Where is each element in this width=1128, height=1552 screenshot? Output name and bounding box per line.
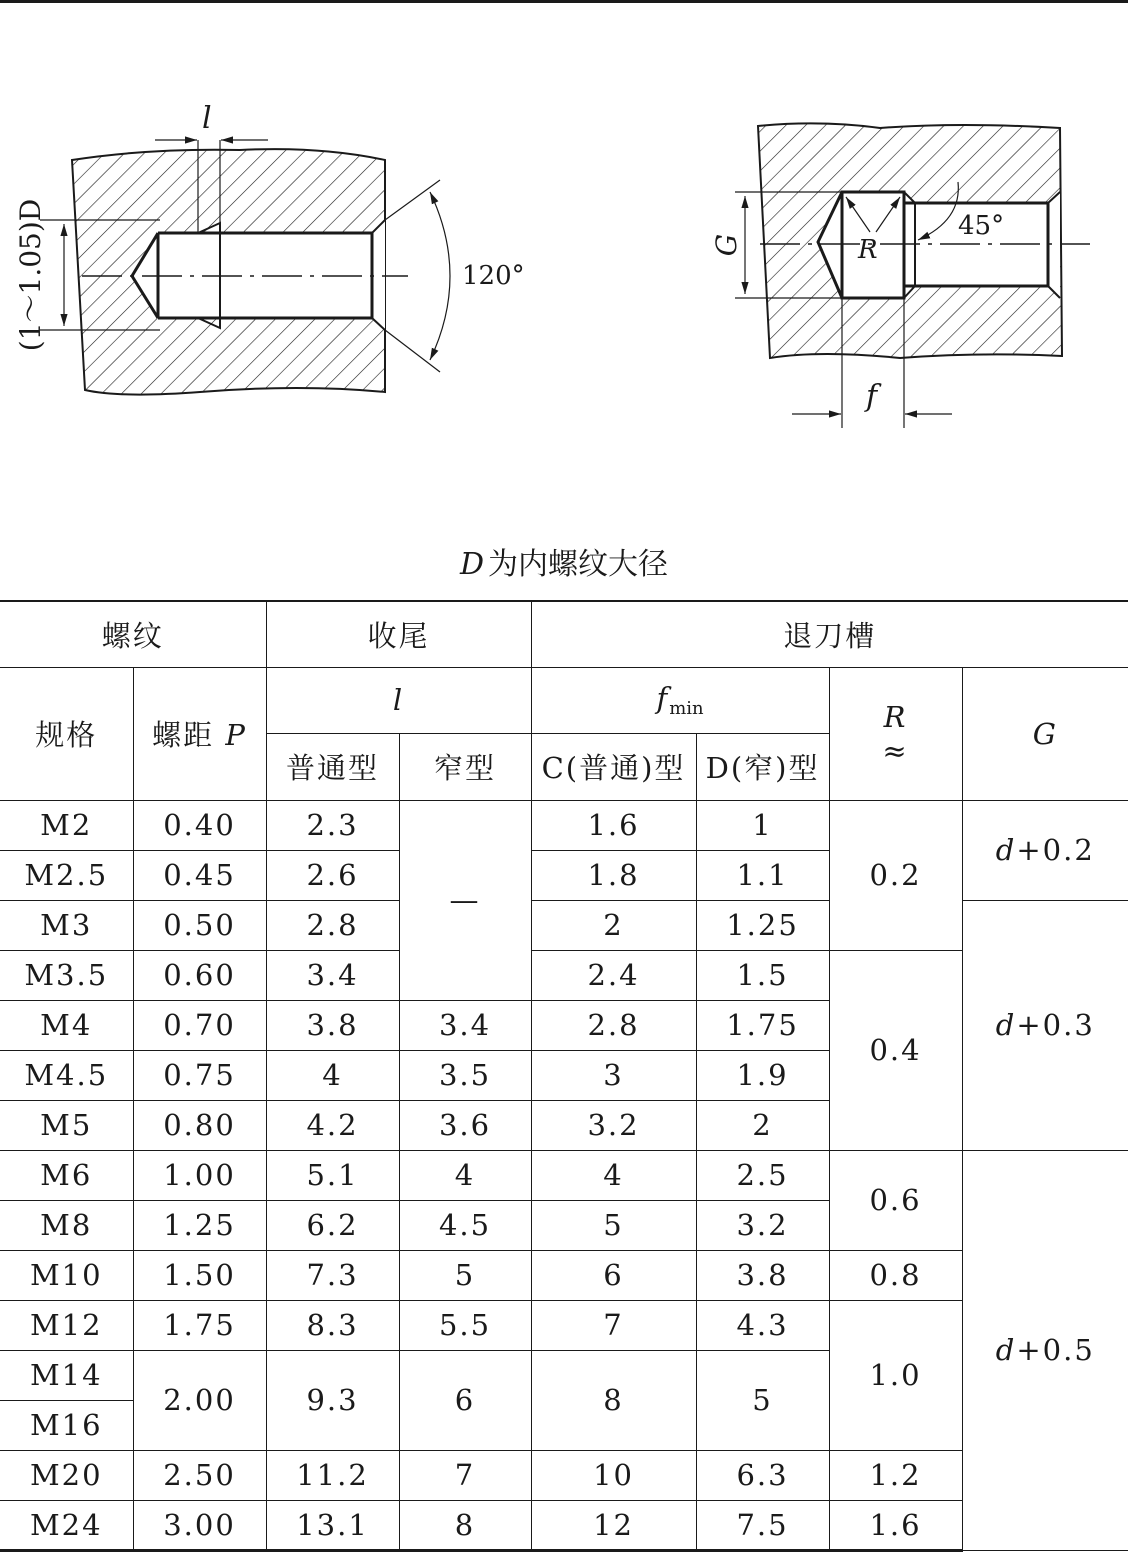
cell-f-d: 5 (696, 1350, 829, 1450)
cell-f-c: 10 (531, 1450, 696, 1500)
cell-pitch: 0.70 (133, 1000, 266, 1050)
angle-120-label: 120° (462, 261, 525, 291)
cell-f-d: 1.5 (696, 950, 829, 1000)
table-row (0, 950, 1128, 1000)
cell-l-narrow-dash: — (399, 800, 531, 1000)
cell-l-normal: 2.6 (266, 850, 399, 900)
header-f-sub: min (669, 698, 704, 719)
header-spec: 规格 (0, 667, 133, 800)
cell-f-c: 2.4 (531, 950, 696, 1000)
cell-pitch: 0.80 (133, 1100, 266, 1150)
header-narrow: 窄型 (399, 733, 531, 800)
cell-spec: M14 (0, 1350, 133, 1400)
cell-f-c: 5 (531, 1200, 696, 1250)
cell-l-narrow: 3.5 (399, 1050, 531, 1100)
cell-f-d: 1.75 (696, 1000, 829, 1050)
cell-f-c: 7 (531, 1300, 696, 1350)
cell-spec: M4 (0, 1000, 133, 1050)
cell-l-normal: 2.3 (266, 800, 399, 850)
header-fmin (531, 667, 829, 733)
cell-l-narrow: 3.6 (399, 1100, 531, 1150)
cell-spec: M2 (0, 800, 133, 850)
header-tail: 收尾 (266, 601, 531, 667)
caption-text: 为内螺纹大径 (488, 547, 669, 582)
cell-g-rest: +0.3 (1016, 1008, 1095, 1042)
cell-f-c: 3 (531, 1050, 696, 1100)
cell-pitch: 0.75 (133, 1050, 266, 1100)
cell-l-narrow: 5 (399, 1250, 531, 1300)
cell-g (962, 800, 1128, 900)
table-row (0, 1150, 1128, 1200)
cell-l-normal: 2.8 (266, 900, 399, 950)
cell-f-d: 4.3 (696, 1300, 829, 1350)
cell-l-normal: 3.8 (266, 1000, 399, 1050)
header-thread: 螺纹 (0, 601, 266, 667)
header-d-type: D(窄)型 (696, 733, 829, 800)
cell-f-d: 1.25 (696, 900, 829, 950)
cell-spec: M12 (0, 1300, 133, 1350)
angle-45-label: 45° (958, 211, 1005, 241)
cell-r: 1.0 (829, 1300, 962, 1450)
cell-pitch: 0.40 (133, 800, 266, 850)
header-r (829, 667, 962, 800)
header-pitch (133, 667, 266, 800)
header-pitch-var: P (225, 718, 247, 752)
cell-l-narrow: 3.4 (399, 1000, 531, 1050)
cell-f-d: 1 (696, 800, 829, 850)
dim-g-label: G (710, 233, 743, 257)
cell-r: 1.2 (829, 1450, 962, 1500)
header-normal: 普通型 (266, 733, 399, 800)
cell-g-var: d (995, 1008, 1017, 1042)
header-c-type: C(普通)型 (531, 733, 696, 800)
cell-r: 0.4 (829, 950, 962, 1150)
table-row (0, 800, 1128, 850)
header-row-2 (0, 667, 1128, 733)
cell-l-narrow: 7 (399, 1450, 531, 1500)
cell-spec: M20 (0, 1450, 133, 1500)
header-r-approx: ≈ (882, 733, 909, 768)
right-section (710, 123, 1090, 428)
cell-l-normal: 5.1 (266, 1150, 399, 1200)
cell-pitch: 0.60 (133, 950, 266, 1000)
cell-pitch: 0.45 (133, 850, 266, 900)
cell-l-normal: 7.3 (266, 1250, 399, 1300)
cell-pitch: 3.00 (133, 1500, 266, 1550)
cell-l-normal: 9.3 (266, 1350, 399, 1450)
table-row (0, 1250, 1128, 1300)
cell-pitch: 1.50 (133, 1250, 266, 1300)
header-l: l (266, 667, 531, 733)
cell-f-d: 1.1 (696, 850, 829, 900)
header-pitch-text: 螺距 (152, 718, 215, 752)
cell-spec: M4.5 (0, 1050, 133, 1100)
caption-var: D (459, 547, 485, 582)
cell-f-c: 1.6 (531, 800, 696, 850)
cell-pitch: 2.00 (133, 1350, 266, 1450)
thread-figure (0, 0, 1128, 520)
cell-f-c: 12 (531, 1500, 696, 1550)
header-r-var: R (883, 699, 908, 734)
cell-r: 0.2 (829, 800, 962, 950)
cell-l-normal: 11.2 (266, 1450, 399, 1500)
figure-caption (0, 545, 1128, 585)
cell-g-rest: +0.2 (1016, 833, 1095, 867)
cell-l-narrow: 8 (399, 1500, 531, 1550)
cell-l-narrow: 4.5 (399, 1200, 531, 1250)
cell-l-normal: 13.1 (266, 1500, 399, 1550)
cell-f-c: 2.8 (531, 1000, 696, 1050)
dim-l-label: l (202, 101, 212, 136)
cell-f-c: 3.2 (531, 1100, 696, 1150)
cell-pitch: 2.50 (133, 1450, 266, 1500)
cell-r: 0.6 (829, 1150, 962, 1250)
header-g: G (962, 667, 1128, 800)
cell-pitch: 1.00 (133, 1150, 266, 1200)
cell-r: 1.6 (829, 1500, 962, 1550)
cell-f-d: 2.5 (696, 1150, 829, 1200)
cell-spec: M6 (0, 1150, 133, 1200)
cell-f-c: 2 (531, 900, 696, 950)
header-groove: 退刀槽 (531, 601, 1128, 667)
dim-f-label: f (866, 379, 878, 414)
cell-f-d: 3.2 (696, 1200, 829, 1250)
cell-spec: M2.5 (0, 850, 133, 900)
cell-spec: M8 (0, 1200, 133, 1250)
cell-l-normal: 4.2 (266, 1100, 399, 1150)
cell-f-c: 1.8 (531, 850, 696, 900)
cell-g-var: d (995, 1333, 1017, 1367)
cell-l-narrow: 5.5 (399, 1300, 531, 1350)
cell-pitch: 1.75 (133, 1300, 266, 1350)
cell-g (962, 1150, 1128, 1550)
cell-l-narrow: 6 (399, 1350, 531, 1450)
cell-g-rest: +0.5 (1016, 1333, 1095, 1367)
cell-l-normal: 3.4 (266, 950, 399, 1000)
cell-spec: M5 (0, 1100, 133, 1150)
header-f-var: f (656, 681, 670, 715)
cell-l-normal: 6.2 (266, 1200, 399, 1250)
cell-r: 0.8 (829, 1250, 962, 1300)
left-section (14, 101, 525, 395)
cell-f-d: 7.5 (696, 1500, 829, 1550)
cell-f-c: 6 (531, 1250, 696, 1300)
table-row (0, 1300, 1128, 1350)
dim-d-label: (1～1.05)D (14, 198, 47, 352)
cell-pitch: 0.50 (133, 900, 266, 950)
cell-f-d: 2 (696, 1100, 829, 1150)
cell-l-normal: 4 (266, 1050, 399, 1100)
table-row (0, 1450, 1128, 1500)
cell-spec: M24 (0, 1500, 133, 1550)
cell-f-d: 3.8 (696, 1250, 829, 1300)
cell-spec: M3.5 (0, 950, 133, 1000)
cell-l-normal: 8.3 (266, 1300, 399, 1350)
cell-f-c: 4 (531, 1150, 696, 1200)
thread-spec-table (0, 600, 1128, 1552)
cell-l-narrow: 4 (399, 1150, 531, 1200)
dim-r-label: R (858, 235, 878, 265)
header-row-1 (0, 601, 1128, 667)
cell-f-d: 6.3 (696, 1450, 829, 1500)
cell-f-d: 1.9 (696, 1050, 829, 1100)
cell-spec: M10 (0, 1250, 133, 1300)
cell-spec: M16 (0, 1400, 133, 1450)
cell-g (962, 900, 1128, 1150)
cell-spec: M3 (0, 900, 133, 950)
table-row (0, 1500, 1128, 1550)
cell-pitch: 1.25 (133, 1200, 266, 1250)
cell-g-var: d (995, 833, 1017, 867)
cell-f-c: 8 (531, 1350, 696, 1450)
